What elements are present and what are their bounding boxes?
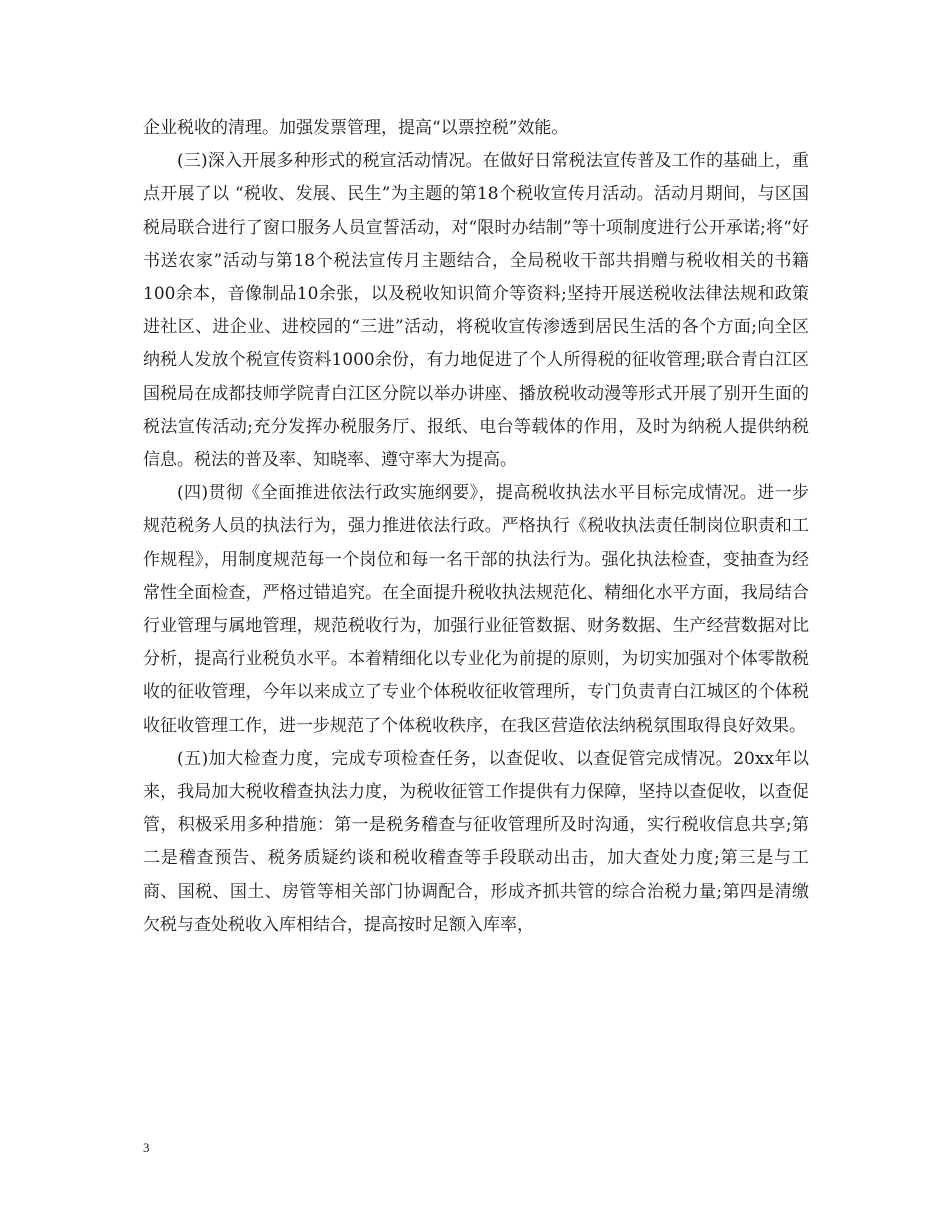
paragraph-2: (三)深入开展多种形式的税宣活动情况。在做好日常税法宣传普及工作的基础上，重点开展了以 “税收、发展、民生”为主题的第18个税收宣传月活动。活动月期间，与区国税局联合进行了窗口服务人员宣誓活动，对“限时办结制”等十项制度进行公开承诺;将“好书送农家”活动与第18个税法宣传月主题结合，全局税收干部共捐赠与税收相关的书籍100余本，音像制品10余张，以及税收知识简介等资料;坚持开展送税收法律法规和政策进社区、进企业、进校园的“三进”活动，将税收宣传渗透到居民生活的各个方面;向全区纳税人发放个税宣传资料1000余份，有力地促进了个人所得税的征收管理;联合青白江区国税局在成都技师学院青白江区分院以举办讲座、播放税收动漫等形式开展了别开生面的税法宣传活动;充分发挥办税服务厅、报纸、电台等载体的作用，及时为纳税人提供纳税信息。税法的普及率、知晓率、遵守率大为提高。 (143, 151, 809, 471)
page-number: 3 (143, 1140, 150, 1155)
paragraph-3: (四)贯彻《全面推进依法行政实施纲要》，提高税收执法水平目标完成情况。进一步规范税务人员的执法行为，强力推进依法行政。严格执行《税收执法责任制岗位职责和工作规程》，用制度规范每一个岗位和每一名干部的执法行为。强化执法检查，变抽查为经常性全面检查，严格过错追究。在全面提升税收执法规范化、精细化水平方面，我局结合行业管理与属地管理，规范税收行为，加强行业征管数据、财务数据、生产经营数据对比分析，提高行业税负水平。本着精细化以专业化为前提的原则，为切实加强对个体零散税收的征收管理，今年以来成立了专业个体税收征收管理所，专门负责青白江城区的个体税收征收管理工作，进一步规范了个体税收秩序，在我区营造依法纳税氛围取得良好效果。 (143, 483, 809, 736)
paragraph-4: (五)加大检查力度，完成专项检查任务，以查促收、以查促管完成情况。20xx年以来，我局加大税收稽查执法力度，为税收征管工作提供有力保障，坚持以查促收，以查促管，积极采用多种措施：第一是税务稽查与征收管理所及时沟通，实行税收信息共享;第二是稽查预告、税务质疑约谈和税收稽查等手段联动出击，加大查处力度;第三是与工商、国税、国土、房管等相关部门协调配合，形成齐抓共管的综合治税力量;第四是清缴欠税与查处税收入库相结合，提高按时足额入库率， (143, 748, 809, 935)
document-body (143, 112, 809, 942)
paragraph-1: 企业税收的清理。加强发票管理，提高“以票控税”效能。 (143, 118, 569, 138)
